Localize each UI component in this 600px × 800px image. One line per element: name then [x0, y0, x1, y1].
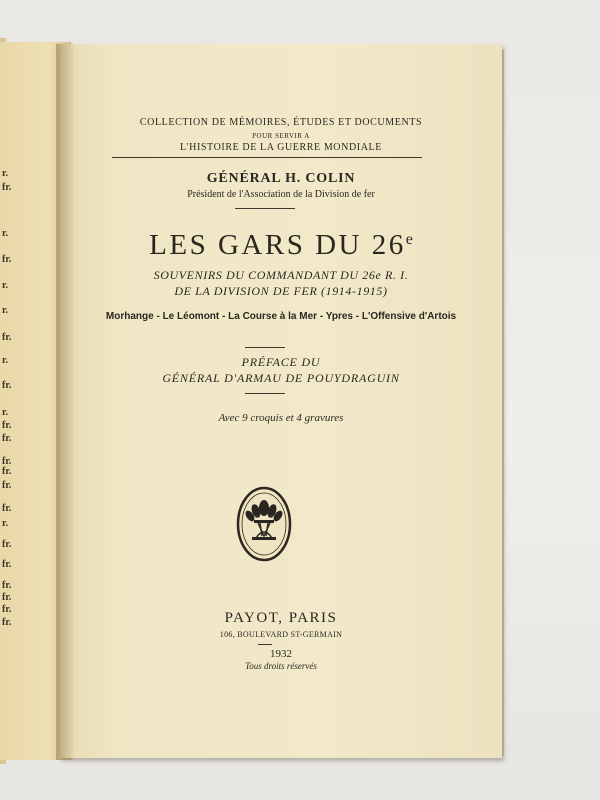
- collection-heading: COLLECTION DE MÉMOIRES, ÉTUDES ET DOCUMENTS: [139, 117, 423, 128]
- author-name: GÉNÉRAL H. COLIN: [206, 171, 356, 186]
- publication-year: 1932: [270, 648, 292, 660]
- left-page-mark: fr.: [2, 480, 12, 491]
- publisher-emblem-icon: [236, 486, 292, 562]
- book-gutter-shadow: [56, 44, 74, 760]
- preface-rule-top: [245, 347, 285, 348]
- left-page-mark: fr.: [2, 617, 12, 628]
- histoire-heading: L'HISTOIRE DE LA GUERRE MONDIALE: [180, 142, 382, 153]
- author-rule: [235, 208, 295, 209]
- left-page-mark: fr.: [2, 559, 12, 570]
- title-page: [60, 44, 502, 758]
- left-page-mark: fr.: [2, 433, 12, 444]
- left-page-mark: r.: [2, 518, 9, 529]
- left-page-mark: r.: [2, 168, 9, 179]
- left-page-mark: fr.: [2, 539, 12, 550]
- left-page-mark: r.: [2, 228, 9, 239]
- left-page-mark: fr.: [2, 332, 12, 343]
- subtitle-line-1: SOUVENIRS DU COMMANDANT DU 26e R. I.: [153, 268, 409, 282]
- preface-line-2: GÉNÉRAL D'ARMAU DE POUYDRAGUIN: [162, 371, 400, 385]
- left-page-mark: r.: [2, 407, 9, 418]
- left-page-mark: fr.: [2, 503, 12, 514]
- left-page-mark: r.: [2, 305, 9, 316]
- author-role: Président de l'Association de la Division de fer: [187, 189, 375, 200]
- preface-rule-bottom: [245, 393, 285, 394]
- pour-servir-line: POUR SERVIR A: [252, 132, 310, 140]
- places-line: Morhange - Le Léomont - La Course à la Mer - Ypres - L'Offensive d'Artois: [105, 311, 457, 322]
- left-page-mark: fr.: [2, 580, 12, 591]
- book-title-superscript: e: [405, 231, 413, 248]
- publisher-address: 106, BOULEVARD ST-GERMAIN: [219, 630, 343, 639]
- book-title-text: LES GARS DU 26: [149, 229, 406, 261]
- left-page-mark: fr.: [2, 592, 12, 603]
- subtitle-line-2: DE LA DIVISION DE FER (1914-1915): [174, 284, 388, 298]
- left-page-mark: fr.: [2, 254, 12, 265]
- left-page-mark: fr.: [2, 466, 12, 477]
- publisher-rule: [258, 644, 272, 645]
- preface-line-1: PRÉFACE DU: [241, 355, 321, 369]
- rights-notice: Tous droits réservés: [245, 661, 317, 671]
- left-page-mark: fr.: [2, 380, 12, 391]
- left-page-mark: r.: [2, 280, 9, 291]
- left-page-mark: fr.: [2, 604, 12, 615]
- header-rule: [112, 157, 422, 158]
- left-page-mark: fr.: [2, 456, 12, 467]
- publisher-name: PAYOT, PARIS: [224, 610, 338, 626]
- book-title: [60, 229, 502, 262]
- illustrations-note: Avec 9 croquis et 4 gravures: [218, 412, 344, 424]
- left-page-mark: fr.: [2, 420, 12, 431]
- left-page-mark: fr.: [2, 182, 12, 193]
- left-page-mark: r.: [2, 355, 9, 366]
